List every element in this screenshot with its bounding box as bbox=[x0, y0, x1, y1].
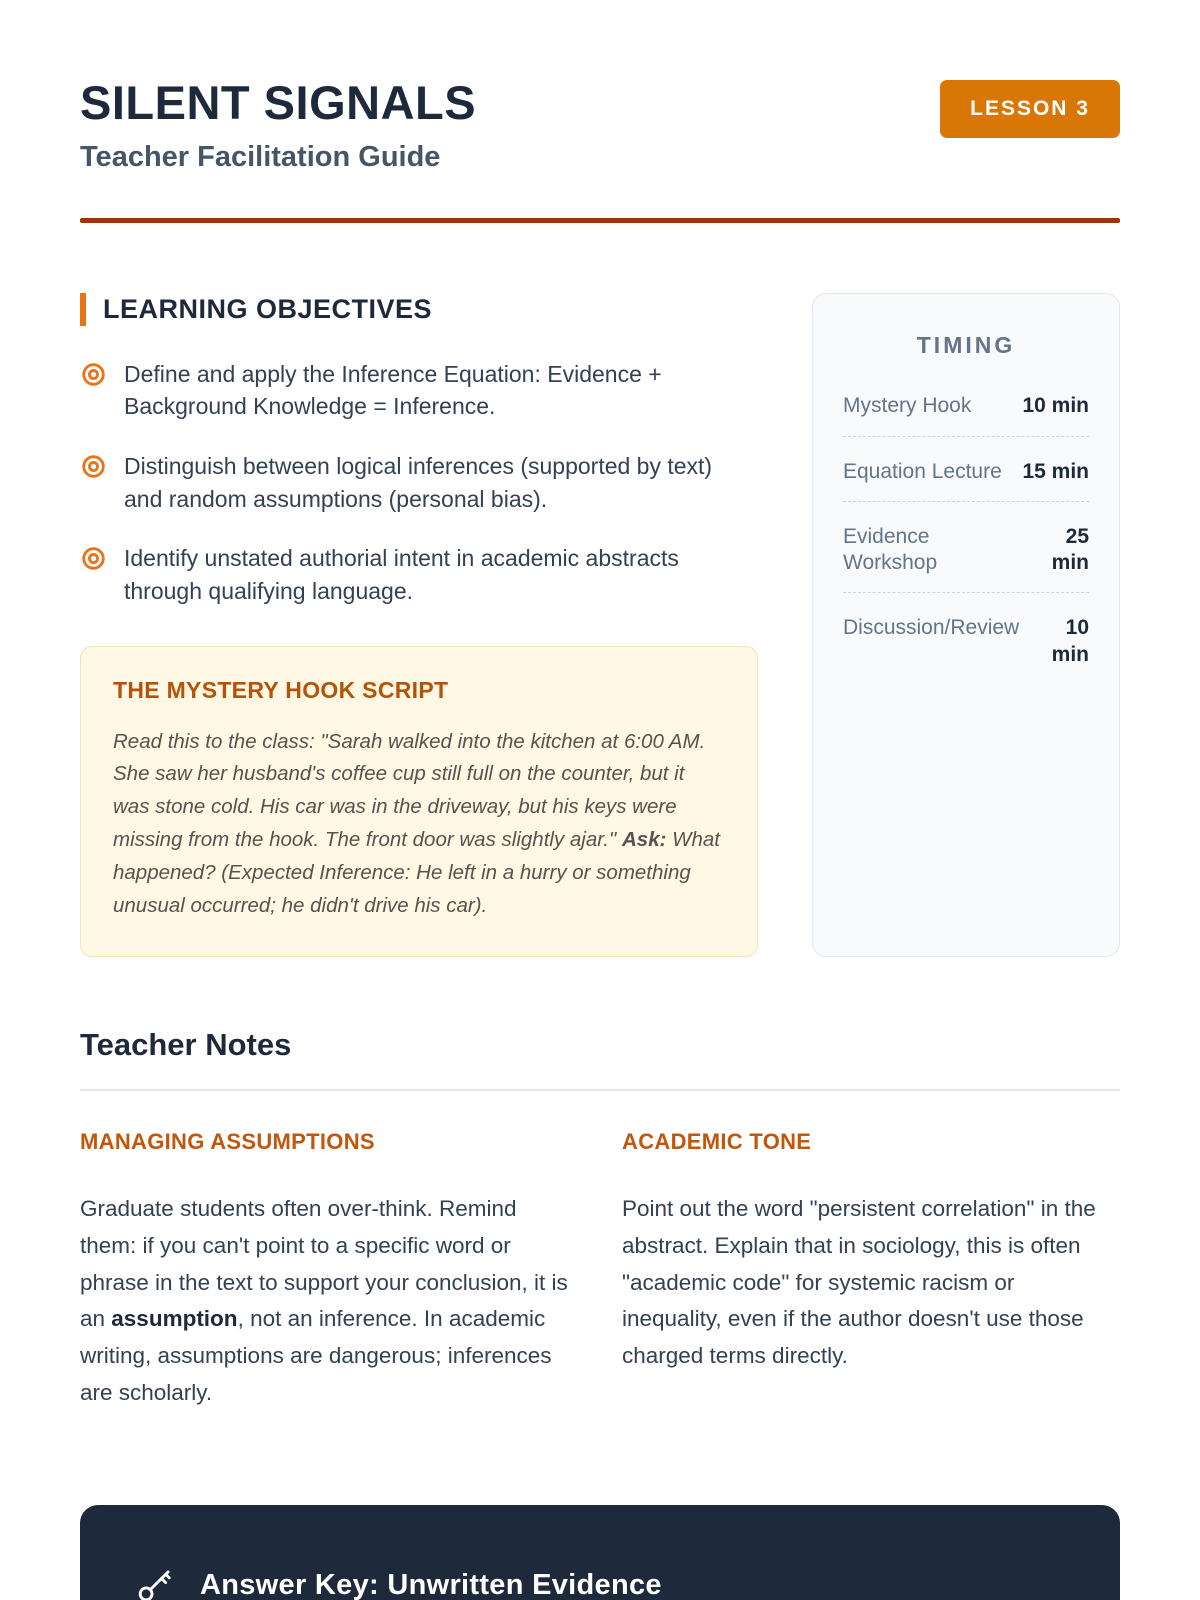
target-icon bbox=[80, 361, 107, 388]
header-text bbox=[80, 78, 476, 174]
timing-card bbox=[812, 293, 1120, 957]
objective-item bbox=[80, 450, 758, 515]
hook-script-text: Read this to the class: "Sarah walked into the kitchen at 6:00 AM. She saw her husband's coffee cup still full on the counter, but it was stone cold. His car was in the driveway, but his keys were missing from the hook. The front door was slightly ajar." bbox=[113, 729, 706, 852]
note-academic-tone bbox=[622, 1129, 1120, 1411]
answer-key-heading: Answer Key: Unwritten Evidence bbox=[200, 1568, 662, 1600]
timing-row bbox=[843, 615, 1089, 684]
note-text: Graduate students often over-think. Remind them: if you can't point to a specific word or phrase in the text to support your conclusion, it is an bbox=[80, 1196, 568, 1332]
note-text-suffix: , not an inference. In academic writing, assumptions are dangerous; inferences are scholarly. bbox=[80, 1306, 552, 1405]
objectives-list bbox=[80, 358, 758, 608]
header bbox=[80, 78, 1120, 174]
objective-text: Define and apply the Inference Equation: Evidence + Background Knowledge = Inference. bbox=[124, 360, 662, 420]
lesson-badge: LESSON 3 bbox=[940, 80, 1120, 138]
note-body-managing-assumptions bbox=[80, 1191, 578, 1411]
answer-key-banner bbox=[80, 1505, 1120, 1600]
teacher-notes-heading: Teacher Notes bbox=[80, 1027, 1120, 1091]
timing-activity-label: Evidence Workshop bbox=[843, 524, 938, 575]
timing-activity-label: Discussion/Review bbox=[843, 616, 1020, 640]
mystery-hook-heading: THE MYSTERY HOOK SCRIPT bbox=[113, 676, 449, 703]
note-heading-managing-assumptions: MANAGING ASSUMPTIONS bbox=[80, 1129, 375, 1155]
learning-objectives-section bbox=[80, 293, 758, 607]
page-title: SILENT SIGNALS bbox=[80, 76, 477, 129]
timing-activity-label: Mystery Hook bbox=[843, 394, 972, 418]
objective-text: Identify unstated authorial intent in academic abstracts through qualifying language. bbox=[124, 545, 679, 605]
teacher-notes-section bbox=[80, 1027, 1120, 1411]
left-column bbox=[80, 293, 758, 957]
timing-activity-label: Equation Lecture bbox=[843, 459, 1002, 483]
objective-item bbox=[80, 358, 758, 423]
note-bold-term: assumption bbox=[111, 1306, 238, 1332]
objective-item bbox=[80, 542, 758, 607]
key-icon bbox=[136, 1566, 174, 1600]
timing-row bbox=[843, 524, 1089, 594]
mystery-hook-script bbox=[113, 726, 725, 923]
learning-objectives-heading: LEARNING OBJECTIVES bbox=[80, 293, 758, 325]
hook-ask-label: Ask: bbox=[621, 828, 667, 852]
timing-heading: TIMING bbox=[916, 332, 1016, 359]
note-body-academic-tone: Point out the word "persistent correlation" in the abstract. Explain that in sociology, this is often "academic code" for systemic racism or inequality, even if the author doesn't use those charged terms directly. bbox=[622, 1196, 1096, 1369]
mystery-hook-box bbox=[80, 646, 758, 958]
page-subtitle: Teacher Facilitation Guide bbox=[80, 141, 441, 174]
timing-duration-value: 25 min bbox=[1051, 524, 1089, 575]
main-content bbox=[80, 293, 1120, 957]
note-managing-assumptions bbox=[80, 1129, 578, 1411]
target-icon bbox=[80, 453, 107, 480]
timing-duration-value: 10 min bbox=[1022, 394, 1089, 418]
objective-text: Distinguish between logical inferences (supported by text) and random assumptions (personal bias). bbox=[124, 453, 713, 512]
timing-row bbox=[843, 393, 1089, 436]
teacher-notes-grid bbox=[80, 1129, 1120, 1411]
timing-rows bbox=[843, 393, 1089, 684]
timing-duration-value: 10 min bbox=[1051, 616, 1089, 666]
timing-row bbox=[843, 459, 1089, 502]
timing-duration-value: 15 min bbox=[1022, 459, 1089, 483]
target-icon bbox=[80, 545, 107, 572]
note-heading-academic-tone: ACADEMIC TONE bbox=[622, 1129, 812, 1155]
hook-script-text-suffix: What happened? (Expected Inference: He left in a hurry or something unusual occurred; he didn't drive his car). bbox=[113, 828, 720, 917]
header-divider bbox=[80, 218, 1120, 223]
